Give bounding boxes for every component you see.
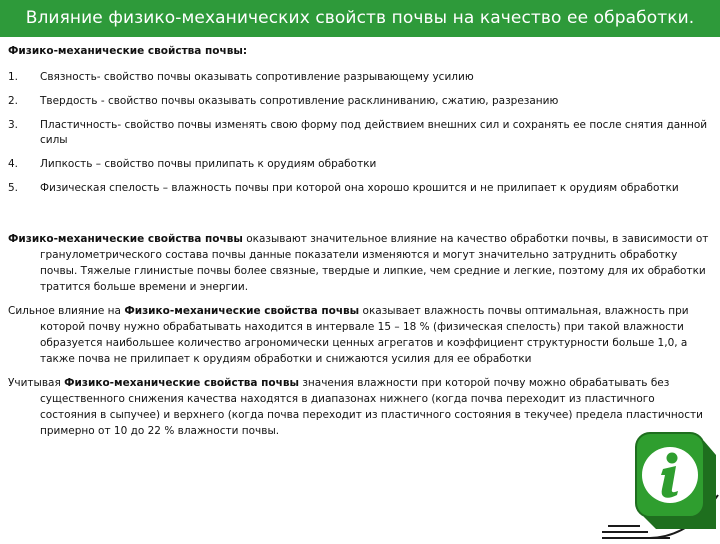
paragraph-text: оказывает влажность почвы оптимальная, влажность при которой почву нужно обрабатывать находится в интервале 15 – 18 % (физическая спелость) при такой влажности образуется наибольшее количество агрономически ценных агрегатов и коэффициент структурности больше 1,0, а также почва не прилипает к орудиям обработки и снижаются усилия для ее обработки bbox=[40, 305, 689, 365]
list-item bbox=[8, 157, 712, 172]
list-item bbox=[8, 94, 712, 109]
paragraph-moisture bbox=[8, 303, 712, 367]
slide-content bbox=[8, 44, 712, 447]
term-bold: Физико-механические свойства почвы bbox=[124, 305, 360, 317]
term-bold: Физико-механические свойства почвы bbox=[64, 377, 299, 389]
term-bold: Физико-механические свойства почвы bbox=[8, 233, 243, 245]
list-item bbox=[8, 70, 712, 85]
properties-heading: Физико-механические свойства почвы: bbox=[8, 45, 248, 57]
list-number: 5. bbox=[8, 182, 19, 194]
page-title: Влияние физико-механических свойств почвы на качество ее обработки. bbox=[25, 8, 695, 28]
list-number: 3. bbox=[8, 119, 19, 131]
properties-list bbox=[8, 70, 712, 196]
list-text: Физическая спелость – влажность почвы при которой она хорошо крошится и не прилипает к орудиям обработки bbox=[40, 182, 679, 194]
list-item bbox=[8, 118, 712, 148]
info-icon bbox=[600, 425, 720, 540]
list-item bbox=[8, 181, 712, 196]
list-text: Связность- свойство почвы оказывать сопротивление разрывающему усилию bbox=[40, 71, 474, 83]
list-text: Пластичность- свойство почвы изменять свою форму под действием внешних сил и сохранять ее после снятия данной силы bbox=[40, 119, 708, 146]
list-number: 4. bbox=[8, 158, 19, 170]
paragraph-influence bbox=[8, 231, 712, 295]
paragraph-text: значения влажности при которой почву можно обрабатывать без существенного снижения качества находятся в диапазонах нижнего (когда почва переходит из пластичного состояния в сыпучее) и верхнего (когда почва переходит из пластичного состояния в текучее) предела пластичности примерно от 10 до 22 % влажности почвы. bbox=[40, 377, 703, 437]
list-number: 1. bbox=[8, 71, 19, 83]
list-text: Липкость – свойство почвы прилипать к орудиям обработки bbox=[40, 158, 377, 170]
paragraph-prefix: Учитывая bbox=[8, 377, 65, 389]
list-number: 2. bbox=[8, 95, 19, 107]
list-text: Твердость - свойство почвы оказывать сопротивление расклиниванию, сжатию, разрезанию bbox=[40, 95, 559, 107]
paragraph-prefix: Сильное влияние на bbox=[8, 305, 125, 317]
paragraph-text: оказывают значительное влияние на качество обработки почвы, в зависимости от гранулометрического состава почвы данные показатели изменяются и могут значительно затруднить обработку почвы. Тяжелые глинистые почвы более связные, твердые и липкие, чем средние и легкие, поэтому для их обработки тратится больше времени и энергии. bbox=[40, 233, 709, 293]
